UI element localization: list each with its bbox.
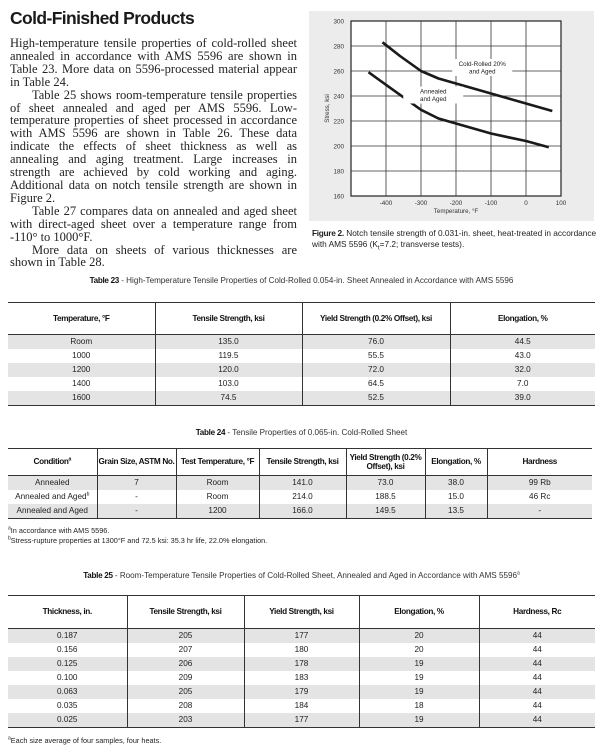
table-cell: -	[487, 504, 592, 519]
table-cell: 7.0	[450, 377, 595, 391]
table-row	[8, 349, 595, 363]
y-tick-label: 280	[333, 43, 344, 51]
table-cell: 0.063	[8, 685, 127, 699]
table-cell: 180	[244, 643, 359, 657]
table-cell: 0.187	[8, 629, 127, 644]
table-cell: 52.5	[302, 391, 450, 406]
table-label: Table 25	[83, 571, 113, 580]
footnote-b	[8, 536, 267, 546]
table-cell: 1200	[8, 363, 155, 377]
table-cell: 19	[359, 685, 479, 699]
caption-text: Notch tensile strength of 0.031-in. sheet, heat-treated in accordance with AMS 5596 (K	[312, 228, 597, 249]
table-cell: 0.156	[57, 645, 78, 654]
table-cell: 7	[97, 476, 176, 491]
table-cell: 39.0	[450, 391, 595, 406]
paragraph-2: Table 25 shows room-temperature tensile properties of sheet annealed and aged per AMS 5596. Low-temperature properties of sheet processed in accordance with AMS 5596 are shown in Table 26. These data indicate the effects of sheet thickness as well as annealing and aging treatment. Large increases in strength are achieved by cold working and aging. Additional data on notch tensile strength are shown in Figure 2.	[10, 87, 297, 205]
condition-text: Annealed and Aged	[16, 506, 88, 515]
table-cell: 119.5	[155, 349, 302, 363]
table-cell: 38.0	[425, 476, 487, 491]
table-cell: 1600	[8, 391, 155, 406]
footnote-text: In accordance with AMS 5596.	[10, 526, 110, 535]
table-cell: Room	[176, 476, 259, 491]
table-25	[8, 595, 595, 728]
table-row	[8, 713, 595, 728]
condition-text: Annealed	[34, 478, 70, 487]
paragraph-1: High-temperature tensile properties of cold-rolled sheet annealed in accordance with AMS 5596 are shown in Table 23. More data on 5596-processed material appear in Table 24.	[10, 36, 297, 89]
table-row	[8, 490, 592, 504]
y-tick-label: 300	[333, 18, 344, 26]
y-tick-label: 220	[333, 118, 344, 126]
condition-sup: b	[86, 491, 90, 498]
table-cell: 177	[244, 629, 359, 644]
table-cell: 19	[359, 713, 479, 728]
table-row	[8, 335, 595, 350]
table-cell: 141.0	[259, 476, 346, 491]
table-24-footnotes	[8, 526, 267, 546]
table-cell: 209	[127, 671, 244, 685]
table-25-footnote	[8, 736, 161, 746]
table-caption-text: - High-Temperature Tensile Properties of Cold-Rolled 0.054-in. Sheet Annealed in Accordance with AMS 5596	[118, 276, 514, 285]
table-cell: 0.025	[8, 713, 127, 728]
header-text: Tensile Strength, ksi	[266, 457, 339, 467]
footnote-mark: a	[8, 525, 11, 532]
table-cell: 0.035	[57, 701, 78, 710]
table-cell: Room	[8, 335, 155, 350]
column-header: Yield Strength, ksi	[244, 596, 359, 629]
column-header	[259, 449, 346, 476]
table-cell: 135.0	[155, 335, 302, 350]
footnote-text: Each size average of four samples, four heats.	[10, 736, 162, 745]
table-header-row	[8, 596, 595, 629]
table-cell: 46 Rc	[487, 490, 592, 504]
table-row	[8, 671, 595, 685]
table-row	[8, 476, 592, 491]
table-cell: 72.0	[302, 363, 450, 377]
section-title: Cold-Finished Products	[10, 8, 195, 28]
table-cell: 20	[359, 629, 479, 644]
header-text: Grain Size, ASTM No.	[98, 457, 175, 467]
table-cell: 120.0	[155, 363, 302, 377]
table-cell: 0.100	[57, 673, 78, 682]
series-label: and Aged	[468, 68, 496, 76]
table-cell: 179	[244, 685, 359, 699]
x-tick-label: 0	[524, 200, 528, 207]
x-tick-label: -100	[484, 200, 498, 207]
table-cell: 43.0	[450, 349, 595, 363]
column-header	[346, 449, 425, 476]
figure-2-chart	[309, 11, 594, 221]
table-23-caption	[0, 276, 603, 285]
body-text-column	[10, 37, 297, 269]
table-cell: 0.125	[8, 657, 127, 671]
condition-text: Annealed and Aged	[15, 492, 87, 501]
table-cell: 15.0	[425, 490, 487, 504]
table-24	[8, 448, 592, 519]
column-header: Yield Strength (0.2% Offset), ksi	[302, 303, 450, 335]
table-cell: 207	[127, 643, 244, 657]
column-header	[176, 449, 259, 476]
caption-subscript: t	[377, 245, 380, 252]
table-cell: 44	[479, 713, 595, 728]
column-header	[425, 449, 487, 476]
table-cell: 183	[244, 671, 359, 685]
y-tick-label: 240	[333, 93, 344, 101]
table-cell: 55.5	[302, 349, 450, 363]
x-tick-label: -300	[414, 200, 428, 207]
table-cell: -	[97, 504, 176, 519]
table-cell: 177	[244, 713, 359, 728]
x-tick-label: -200	[449, 200, 463, 207]
column-header: Hardness, Rc	[479, 596, 595, 629]
table-cell: 19	[359, 671, 479, 685]
table-cell: 76.0	[302, 335, 450, 350]
table-header-row	[8, 449, 592, 476]
table-cell: 44	[479, 657, 595, 671]
table-cell: 74.5	[155, 391, 302, 406]
x-tick-label: 100	[555, 200, 567, 207]
table-caption-text: - Tensile Properties of 0.065-in. Cold-Rolled Sheet	[225, 428, 408, 437]
table-cell: 19	[359, 657, 479, 671]
footnote-mark: b	[8, 535, 11, 542]
x-axis-label: Temperature, °F	[433, 208, 479, 215]
table-25-caption	[0, 571, 603, 580]
table-cell: 166.0	[259, 504, 346, 519]
header-text: Test Temperature, °F	[180, 457, 255, 467]
y-tick-label: 260	[333, 68, 344, 76]
table-cell: 103.0	[155, 377, 302, 391]
figure-2-caption	[312, 228, 597, 252]
table-cell: 188.5	[346, 490, 425, 504]
series-label: Annealed	[419, 88, 447, 96]
column-header	[487, 449, 592, 476]
table-cell: 13.5	[425, 504, 487, 519]
condition-cell	[8, 504, 97, 519]
table-label: Table 23	[89, 276, 119, 285]
column-header: Elongation, %	[359, 596, 479, 629]
table-23	[8, 302, 595, 406]
table-row	[8, 377, 595, 391]
footnote-text: Stress-rupture properties at 1300°F and 72.5 ksi: 35.3 hr life, 22.0% elongation.	[10, 536, 268, 545]
column-header: Elongation, %	[450, 303, 595, 335]
table-cell: 205	[127, 629, 244, 644]
y-tick-label: 200	[333, 143, 344, 151]
table-cell: 206	[127, 657, 244, 671]
table-row	[8, 504, 592, 519]
table-24-caption	[0, 428, 603, 437]
table-cell: 203	[127, 713, 244, 728]
table-cell: 1400	[72, 379, 91, 388]
table-cell: 73.0	[346, 476, 425, 491]
line-chart	[309, 11, 594, 221]
table-row	[8, 657, 595, 671]
table-cell: 178	[244, 657, 359, 671]
header-sup: a	[68, 456, 71, 463]
column-header: Thickness, in.	[8, 596, 127, 629]
table-cell: 1000	[72, 351, 91, 360]
series-label: and Aged	[419, 96, 447, 103]
table-cell: 205	[127, 685, 244, 699]
footnote-mark: a	[8, 735, 11, 742]
condition-cell	[8, 490, 97, 504]
column-header	[8, 449, 97, 476]
header-text: Condition	[33, 457, 69, 467]
table-row	[8, 685, 595, 699]
table-row	[8, 391, 595, 406]
table-header-row	[8, 303, 595, 335]
table-cell: 44	[479, 699, 595, 713]
table-cell: 184	[244, 699, 359, 713]
table-label: Table 24	[195, 428, 226, 437]
y-tick-label: 160	[333, 193, 344, 201]
table-cell: 32.0	[450, 363, 595, 377]
paragraph-3: Table 27 compares data on annealed and aged sheet with direct-aged sheet over a temperature range from -110° to 1000°F.	[10, 203, 297, 244]
table-cell: 44	[479, 643, 595, 657]
table-row	[8, 363, 595, 377]
table-row	[8, 643, 595, 657]
condition-cell	[8, 476, 97, 491]
column-header: Temperature, °F	[8, 303, 155, 335]
column-header: Tensile Strength, ksi	[155, 303, 302, 335]
table-cell: 44	[479, 671, 595, 685]
header-text: Hardness	[522, 457, 557, 467]
column-header: Tensile Strength, ksi	[127, 596, 244, 629]
table-cell: 64.5	[302, 377, 450, 391]
table-cell: -	[97, 490, 176, 504]
table-caption-text: - Room-Temperature Tensile Properties of Cold-Rolled Sheet, Annealed and Aged in Accordance with AMS 5596	[112, 571, 517, 580]
header-text: Yield Strength (0.2% Offset), ksi	[349, 452, 422, 471]
table-cell: 44	[479, 685, 595, 699]
header-text: Elongation, %	[431, 457, 481, 467]
series-label: Cold-Rolled 20%	[458, 61, 506, 68]
table-cell: 208	[127, 699, 244, 713]
y-axis-label: Stress, ksi	[324, 94, 331, 123]
table-cell: 18	[359, 699, 479, 713]
footnote-a	[8, 526, 267, 536]
y-tick-label: 180	[333, 168, 344, 176]
table-cell: 149.5	[346, 504, 425, 519]
table-cell: Room	[176, 490, 259, 504]
table-cell: 44.5	[450, 335, 595, 350]
table-cell: 20	[359, 643, 479, 657]
figure-label: Figure 2.	[312, 228, 344, 238]
paragraph-4: More data on sheets of various thicknesses are shown in Table 28.	[10, 242, 297, 270]
caption-sup: a	[516, 570, 520, 577]
table-cell: 44	[479, 629, 595, 644]
table-row	[8, 699, 595, 713]
table-cell: 1200	[176, 504, 259, 519]
caption-text-end: =7.2; transverse tests).	[379, 238, 465, 249]
table-cell: 214.0	[259, 490, 346, 504]
column-header	[97, 449, 176, 476]
table-cell: 99 Rb	[487, 476, 592, 491]
x-tick-label: -400	[379, 200, 393, 207]
table-row	[8, 629, 595, 644]
